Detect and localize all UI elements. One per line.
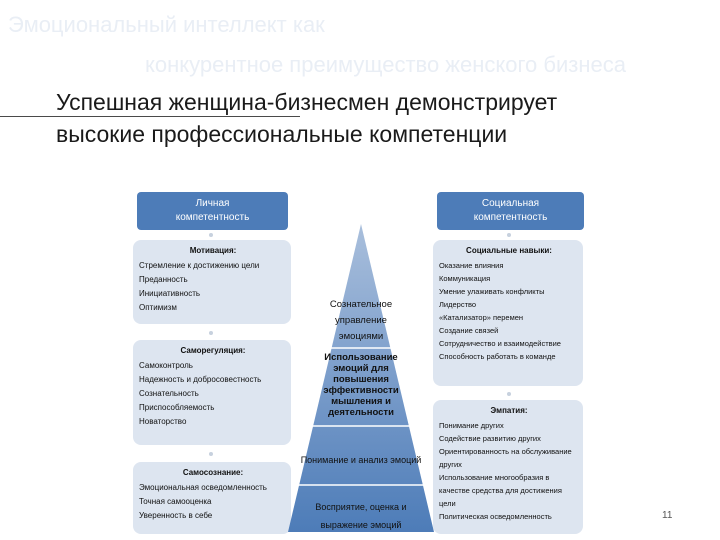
social-skills-item: Способность работать в команде [439, 352, 556, 361]
pyramid-level-understanding: Понимание и анализ эмоций [300, 455, 422, 465]
social-skills-item: Умение улаживать конфликты [439, 287, 545, 296]
motivation-title: Мотивация: [189, 246, 237, 255]
pyramid-level2-line: повышения [333, 374, 389, 385]
social-competence-line2: компетентность [473, 212, 548, 223]
self-regulation-title: Саморегуляция: [180, 346, 246, 355]
pyramid-level-perception [292, 500, 430, 532]
self-regulation-item: Новаторство [139, 417, 187, 426]
motivation-item: Инициативность [139, 289, 201, 298]
slide-title-line2: конкурентное преимущество женского бизнеса [145, 52, 627, 77]
empathy-item: Содействие развитию других [439, 434, 541, 443]
pyramid-level2-line: деятельности [328, 407, 394, 418]
self-regulation-item: Приспособляемость [139, 403, 215, 412]
subtitle-line1: Успешная женщина-бизнесмен демонстрирует [56, 89, 558, 115]
social-skills-item: Оказание влияния [439, 261, 504, 270]
slide-title-line1: Эмоциональный интеллект как [8, 12, 325, 37]
social-skills-item: Сотрудничество и взаимодействие [439, 339, 561, 348]
pyramid-level1-line: Сознательное [329, 299, 393, 310]
self-regulation-item: Сознательность [139, 389, 199, 398]
pyramid-level2-line: эффективности [323, 385, 399, 396]
pyramid-level-using-emotions [306, 352, 416, 418]
empathy-item: Понимание других [439, 421, 504, 430]
pyramid-level4-line: Восприятие, оценка и [315, 502, 407, 512]
social-skills-item: Коммуникация [439, 274, 491, 283]
pyramid-level2-line: мышления и [331, 396, 391, 407]
self-awareness-item: Уверенность в себе [139, 511, 213, 520]
social-skills-item: Лидерство [439, 300, 477, 309]
motivation-item: Преданность [139, 275, 188, 284]
social-skills-title: Социальные навыки: [466, 246, 552, 255]
pyramid-level1-line: управление [335, 315, 387, 326]
empathy-item: Политическая осведомленность [439, 512, 552, 521]
subtitle-line2: высокие профессиональные компетенции [56, 121, 508, 147]
pyramid-level-conscious-control [316, 298, 406, 343]
page-number: 11 [662, 510, 673, 521]
social-skills-item: Создание связей [439, 326, 499, 335]
empathy-item: Использование многообразия в качестве средства для достижения цели [439, 473, 562, 508]
pyramid-level1-line: эмоциями [338, 331, 384, 342]
empathy-title: Эмпатия: [490, 406, 528, 415]
self-awareness-item: Эмоциональная осведомленность [139, 483, 267, 492]
pyramid-level2-line: Использование [324, 352, 398, 363]
self-awareness-item: Точная самооценка [139, 497, 212, 506]
social-skills-item: «Катализатор» перемен [439, 313, 524, 322]
personal-competence-line2: компетентность [175, 212, 250, 223]
personal-competence-line1: Личная [195, 198, 230, 209]
self-regulation-item: Самоконтроль [139, 361, 193, 370]
empathy-item: Ориентированность на обслуживание других [439, 447, 572, 469]
self-regulation-item: Надежность и добросовестность [139, 375, 262, 384]
motivation-item: Стремление к достижению цели [139, 261, 260, 270]
motivation-item: Оптимизм [139, 303, 177, 312]
pyramid-level4-line: выражение эмоций [320, 520, 402, 530]
social-competence-line1: Социальная [481, 198, 540, 209]
self-awareness-title: Самосознание: [182, 468, 244, 477]
pyramid-level2-line: эмоций для [333, 363, 389, 374]
